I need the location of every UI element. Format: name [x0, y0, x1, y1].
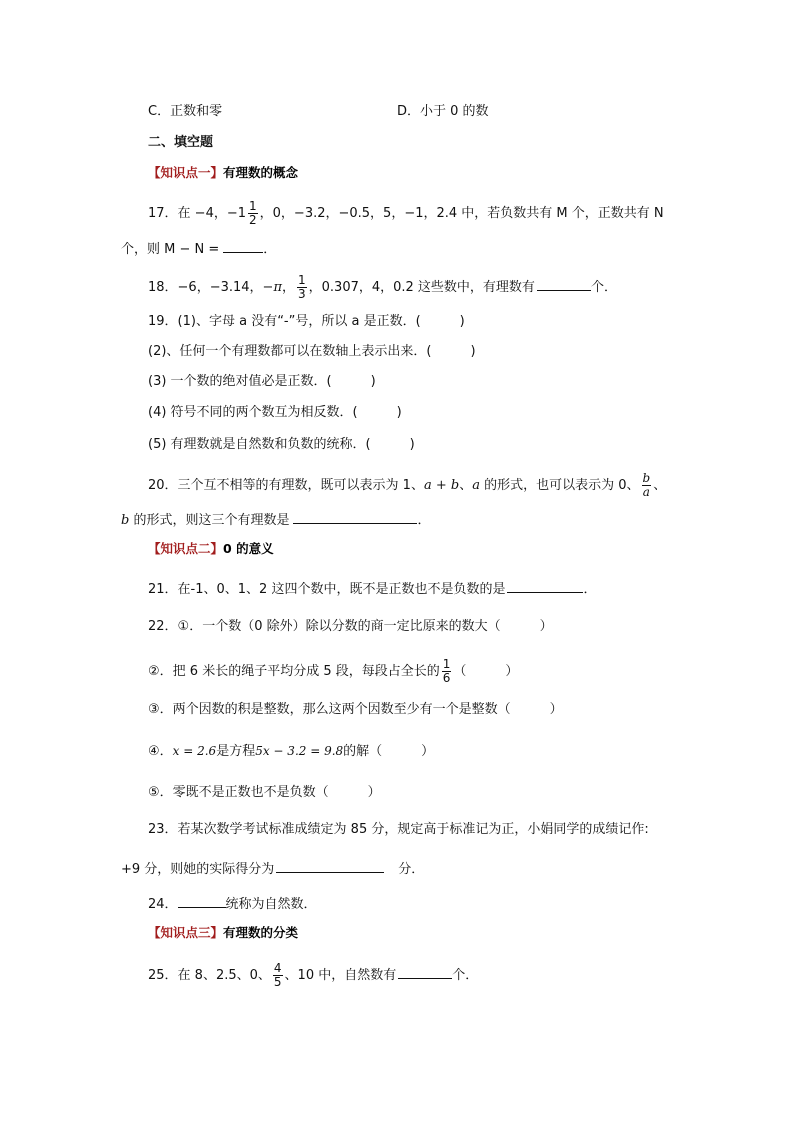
question-25: [148, 962, 478, 989]
fraction-denominator: 6: [442, 671, 451, 685]
q22-2-end: （ ）: [453, 664, 519, 679]
q22-2-prefix: ②．把 6 米长的绳子平均分成 5 段，每段占全长的: [148, 664, 440, 679]
question-17-line1: [148, 200, 664, 227]
answer-blank[interactable]: [398, 964, 452, 979]
question-19-2: (2)、任何一个有理数都可以在数轴上表示出来．( ): [148, 344, 476, 359]
q18-end: 个．: [590, 280, 617, 295]
separator: ，: [281, 280, 295, 295]
question-23-line2: [121, 858, 424, 879]
knowledge-point-title: 0 的意义: [223, 541, 274, 556]
question-22-1: 22．①．一个数（0 除外）除以分数的商一定比原来的数大（ ）: [148, 619, 553, 634]
fraction-numerator: 1: [249, 199, 257, 213]
variable-a: a: [472, 478, 480, 493]
q17-rest: ，0，−3.2，−0.5，5，−1，2.4 中，若负数共有 M 个，正数共有 N: [259, 206, 664, 221]
q21-end: ．: [583, 582, 597, 597]
q25-rest: 、10 中，自然数有: [284, 968, 397, 983]
section-title: 二、填空题: [148, 135, 214, 150]
q25-end: 个．: [452, 968, 479, 983]
question-21: [148, 578, 596, 599]
question-19-1: 19．(1)、字母 a 没有“-”号，所以 a 是正数．( ): [148, 314, 465, 329]
fraction: [273, 962, 283, 989]
expression: a + b: [423, 478, 460, 493]
question-20-line2: [121, 509, 430, 530]
fraction: [442, 658, 452, 685]
knowledge-point-1-heading: [148, 164, 298, 182]
fraction-denominator: 5: [273, 975, 282, 989]
knowledge-point-label: 知识点三: [160, 925, 211, 940]
q18-rest: ，0.307，4，0.2 这些数中，有理数有: [308, 280, 535, 295]
question-19-3: (3) 一个数的绝对值必是正数．( ): [148, 374, 376, 389]
q20-line2: 的形式，则这三个有理数是: [129, 513, 290, 528]
question-22-2: [148, 658, 518, 685]
answer-blank[interactable]: [223, 238, 263, 253]
fraction-numerator: 1: [442, 657, 451, 671]
q25-prefix: 25．在 8、2.5、0、: [148, 968, 271, 983]
separator: 、: [459, 478, 473, 493]
equation: x = 2.6: [172, 744, 217, 758]
q17-prefix: 17．在 −4，: [148, 206, 227, 221]
q24-text: 统称为自然数．: [225, 897, 317, 912]
q20-end: ．: [417, 513, 431, 528]
fraction-denominator: a: [642, 485, 650, 499]
fraction-numerator: 1: [298, 273, 306, 287]
bracket-open: 【: [148, 925, 161, 940]
fraction-denominator: 3: [298, 287, 306, 301]
equation: 5x − 3.2 = 9.8: [255, 744, 344, 758]
bracket-open: 【: [148, 165, 161, 180]
q22-4-mid: 是方程: [216, 744, 256, 759]
q18-prefix: 18．−6，−3.14，: [148, 280, 263, 295]
bracket-close: 】: [210, 925, 224, 940]
q20-prefix: 20．三个互不相等的有理数，既可以表示为 1、: [148, 478, 424, 493]
bracket-close: 】: [210, 165, 224, 180]
knowledge-point-3-heading: [148, 924, 298, 942]
option-c: C．正数和零: [148, 104, 223, 119]
q17-line2: 个，则 M − N =: [121, 242, 220, 257]
bracket-open: 【: [148, 541, 161, 556]
bracket-close: 】: [210, 541, 224, 556]
answer-blank[interactable]: [537, 276, 591, 291]
fraction: [248, 200, 258, 227]
mixed-number: [227, 200, 260, 227]
question-20-line1: [148, 472, 666, 499]
fraction: [642, 472, 652, 499]
fraction-numerator: 4: [273, 961, 282, 975]
q22-4-end: 的解（ ）: [343, 744, 435, 759]
pi-symbol: −π: [262, 280, 282, 295]
option-d: D．小于 0 的数: [397, 104, 489, 119]
q23-end: 分．: [398, 862, 425, 877]
mixed-whole: −1: [226, 205, 247, 221]
q21-text: 21．在-1、0、1、2 这四个数中，既不是正数也不是负数的是: [148, 582, 506, 597]
q24-prefix: 24．: [148, 897, 178, 912]
answer-blank[interactable]: [178, 893, 226, 908]
answer-blank[interactable]: [276, 858, 384, 873]
knowledge-point-title: 有理数的概念: [223, 165, 299, 180]
question-19-4: (4) 符号不同的两个数互为相反数．( ): [148, 405, 402, 420]
question-22-3: ③．两个因数的积是整数，那么这两个因数至少有一个是整数（ ）: [148, 702, 563, 717]
knowledge-point-2-heading: [148, 540, 274, 558]
question-23-line1: 23．若某次数学考试标准成绩定为 85 分，规定高于标准记为正，小娟同学的成绩记作:: [148, 822, 649, 837]
q20-mid: 的形式，也可以表示为 0、: [479, 478, 640, 493]
separator: 、: [653, 478, 667, 493]
knowledge-point-title: 有理数的分类: [223, 925, 299, 940]
question-18: [148, 274, 617, 301]
answer-blank[interactable]: [293, 509, 417, 524]
question-24: [148, 893, 317, 914]
question-22-4: [148, 742, 434, 761]
fraction: [297, 274, 307, 301]
knowledge-point-label: 知识点二: [160, 541, 211, 556]
question-19-5: (5) 有理数就是自然数和负数的统称．( ): [148, 437, 415, 452]
fraction-denominator: 2: [249, 213, 257, 227]
variable-b: b: [121, 513, 130, 528]
answer-blank[interactable]: [507, 578, 583, 593]
question-22-5: ⑤．零既不是正数也不是负数（ ）: [148, 785, 381, 800]
q17-end: ．: [263, 242, 277, 257]
q22-4-prefix: ④．: [148, 744, 173, 759]
fraction-numerator: b: [642, 471, 651, 485]
question-17-line2: [121, 238, 276, 259]
knowledge-point-label: 知识点一: [160, 165, 211, 180]
q23-line2: +9 分，则她的实际得分为: [121, 862, 275, 877]
